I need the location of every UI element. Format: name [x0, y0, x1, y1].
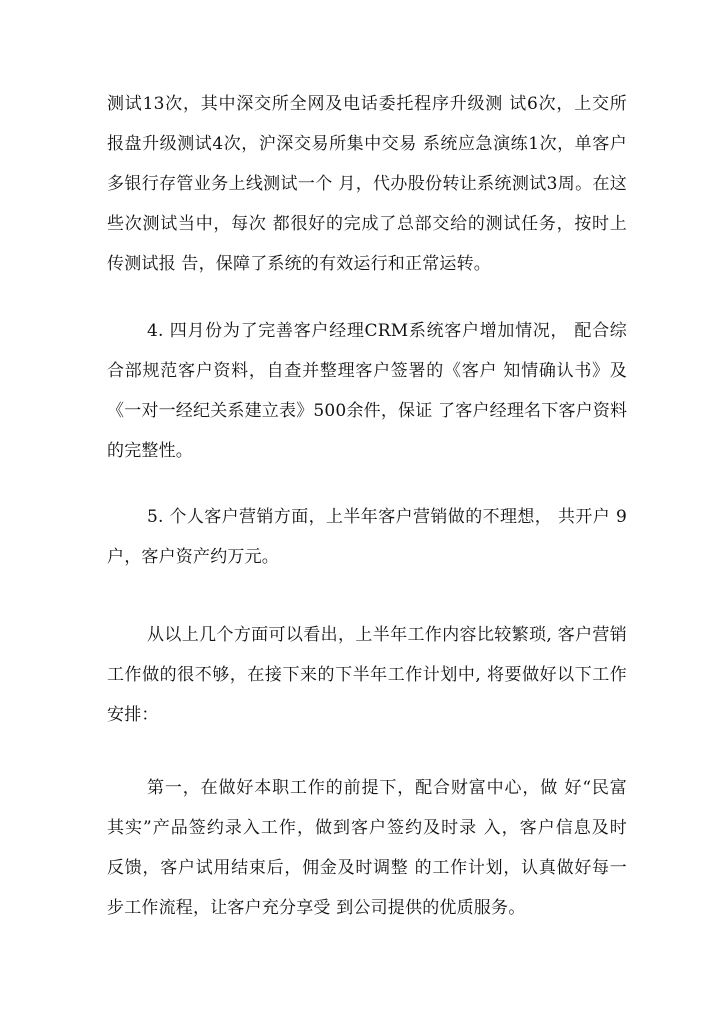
- text-line: 户，客户资产约万元。: [107, 547, 279, 567]
- text-line: 步工作流程，让客户充分享受 到公司提供的优质服务。: [107, 898, 526, 918]
- text-line: 安排：: [107, 705, 159, 725]
- text-line: 反馈，客户试用结束后，佣金及时调整 的工作计划，认真做好每一: [107, 858, 627, 878]
- text-line: 合部规范客户资料，自查并整理客户签署的《客户 知情确认书》及: [107, 361, 627, 381]
- paragraph-plan-first: [107, 768, 627, 928]
- text-line: 传测试报 告，保障了系统的有效运行和正常运转。: [107, 254, 492, 274]
- text-line: 些次测试当中，每次 都很好的完成了总部交给的测试任务，按时上: [107, 214, 627, 234]
- text-line: 《一对一经纪关系建立表》500余件，保证 了客户经理名下客户资料: [107, 401, 628, 421]
- text-line: 5. 个人客户营销方面，上半年客户营销做的不理想， 共开户 9: [147, 507, 627, 527]
- paragraph-item-5: [107, 497, 627, 577]
- paragraph-conclusion: [107, 615, 627, 735]
- paragraph-testing-summary: [107, 84, 627, 284]
- text-line: 测试13次，其中深交所全网及电话委托程序升级测 试6次，上交所: [107, 94, 627, 114]
- text-line: 的完整性。: [107, 441, 193, 461]
- text-line: 其实”产品签约录入工作，做到客户签约及时录 入，客户信息及时: [107, 818, 627, 838]
- text-line: 从以上几个方面可以看出，上半年工作内容比较繁琐, 客户营销: [147, 625, 627, 645]
- paragraph-item-4: [107, 311, 627, 471]
- text-line: 4. 四月份为了完善客户经理CRM系统客户增加情况， 配合综: [147, 321, 627, 341]
- text-line: 报盘升级测试4次，沪深交易所集中交易 系统应急演练1次，单客户: [107, 134, 627, 154]
- text-line: 工作做的很不够，在接下来的下半年工作计划中, 将要做好以下工作: [107, 665, 627, 685]
- text-line: 第一，在做好本职工作的前提下，配合财富中心，做 好“民富: [147, 778, 627, 798]
- text-line: 多银行存管业务上线测试一个 月，代办股份转让系统测试3周。在这: [107, 174, 627, 194]
